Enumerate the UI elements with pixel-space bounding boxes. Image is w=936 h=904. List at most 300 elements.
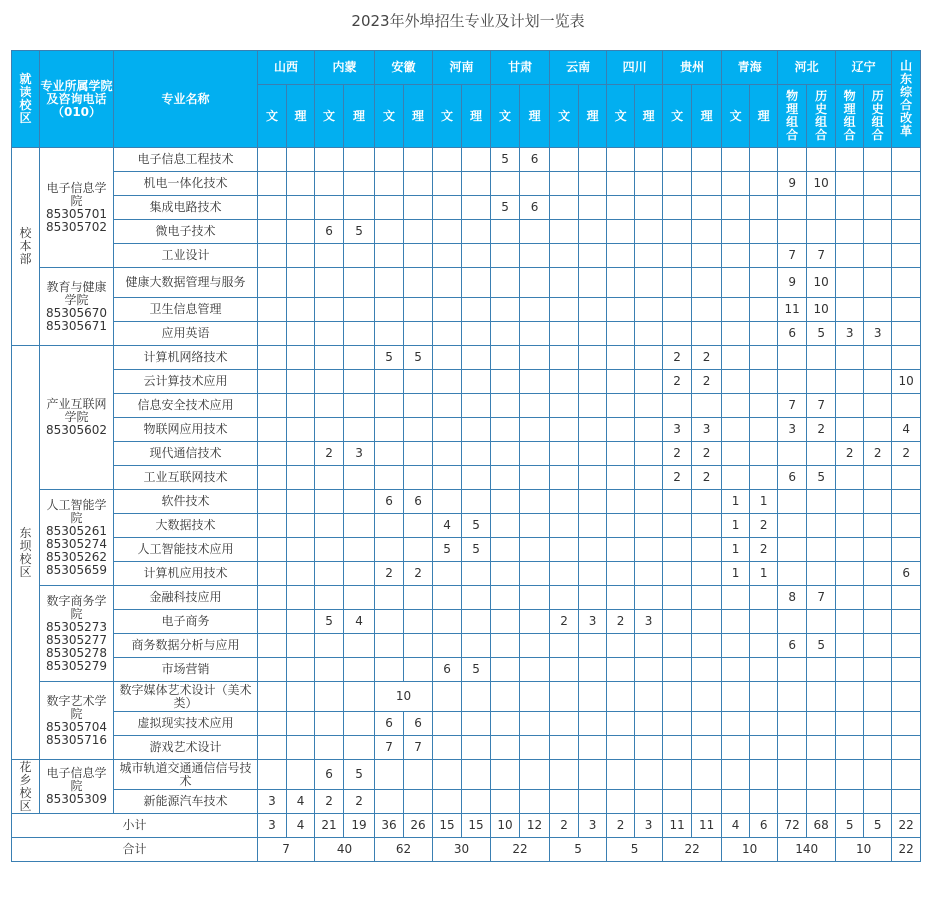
value-cell: 1 <box>722 538 750 562</box>
value-cell <box>344 586 375 610</box>
value-cell <box>375 220 404 244</box>
value-cell <box>491 466 520 490</box>
value-cell <box>375 790 404 814</box>
value-cell <box>663 244 692 268</box>
value-cell <box>550 298 579 322</box>
value-cell: 5 <box>375 346 404 370</box>
value-cell <box>607 760 635 790</box>
major-name-cell: 工业互联网技术 <box>114 466 258 490</box>
value-cell <box>491 790 520 814</box>
value-cell <box>491 712 520 736</box>
value-cell: 5 <box>491 148 520 172</box>
campus-cell: 校本部 <box>12 148 40 346</box>
value-cell <box>722 712 750 736</box>
header-li: 理 <box>344 85 375 148</box>
value-cell: 5 <box>433 538 462 562</box>
value-cell <box>635 394 663 418</box>
value-cell: 2 <box>807 418 836 442</box>
value-cell <box>315 418 344 442</box>
value-cell <box>692 148 722 172</box>
value-cell <box>579 562 607 586</box>
value-cell <box>722 586 750 610</box>
value-cell <box>520 172 550 196</box>
value-cell <box>258 736 287 760</box>
value-cell: 2 <box>892 442 921 466</box>
value-cell <box>778 562 807 586</box>
value-cell <box>778 658 807 682</box>
value-cell: 7 <box>807 586 836 610</box>
value-cell <box>864 244 892 268</box>
value-cell <box>287 466 315 490</box>
value-cell <box>722 634 750 658</box>
value-cell <box>692 268 722 298</box>
value-cell <box>635 760 663 790</box>
value-cell <box>287 490 315 514</box>
value-cell <box>258 172 287 196</box>
value-cell <box>462 442 491 466</box>
value-cell <box>491 322 520 346</box>
value-cell: 2 <box>836 442 864 466</box>
value-cell: 10 <box>807 298 836 322</box>
value-cell <box>550 220 579 244</box>
value-cell <box>520 736 550 760</box>
subtotal-cell: 3 <box>579 814 607 838</box>
value-cell <box>520 562 550 586</box>
value-cell <box>520 610 550 634</box>
value-cell <box>607 634 635 658</box>
value-cell <box>491 610 520 634</box>
value-cell: 3 <box>663 418 692 442</box>
page-title: 2023年外埠招生专业及计划一览表 <box>351 12 585 30</box>
value-cell <box>287 586 315 610</box>
value-cell <box>344 370 375 394</box>
value-cell <box>836 220 864 244</box>
value-cell <box>807 148 836 172</box>
value-cell <box>836 298 864 322</box>
value-cell <box>579 268 607 298</box>
header-campus: 就读校区 <box>12 51 40 148</box>
enrollment-plan-table <box>11 50 921 862</box>
value-cell <box>258 634 287 658</box>
value-cell <box>864 298 892 322</box>
value-cell <box>287 172 315 196</box>
major-name-cell: 微电子技术 <box>114 220 258 244</box>
value-cell <box>287 244 315 268</box>
value-cell <box>287 268 315 298</box>
value-cell <box>864 634 892 658</box>
value-cell <box>404 172 433 196</box>
value-cell <box>520 586 550 610</box>
value-cell <box>892 736 921 760</box>
value-cell <box>663 634 692 658</box>
value-cell <box>579 394 607 418</box>
value-cell <box>433 610 462 634</box>
value-cell: 6 <box>892 562 921 586</box>
value-cell <box>750 370 778 394</box>
value-cell <box>836 610 864 634</box>
value-cell <box>750 736 778 760</box>
value-cell <box>635 346 663 370</box>
value-cell: 2 <box>404 562 433 586</box>
value-cell <box>892 538 921 562</box>
value-cell <box>375 196 404 220</box>
value-cell <box>663 268 692 298</box>
value-cell <box>550 172 579 196</box>
value-cell <box>663 586 692 610</box>
value-cell: 5 <box>344 220 375 244</box>
value-cell <box>635 562 663 586</box>
value-cell <box>836 268 864 298</box>
subtotal-cell: 6 <box>750 814 778 838</box>
value-cell <box>778 196 807 220</box>
value-cell <box>344 712 375 736</box>
header-major: 专业名称 <box>114 51 258 148</box>
value-cell <box>344 682 375 712</box>
value-cell <box>607 538 635 562</box>
value-cell <box>864 760 892 790</box>
value-cell <box>864 172 892 196</box>
value-cell <box>550 196 579 220</box>
value-cell <box>462 298 491 322</box>
subtotal-cell: 72 <box>778 814 807 838</box>
header-province: 山西 <box>258 51 315 85</box>
value-cell <box>315 538 344 562</box>
value-cell <box>258 712 287 736</box>
value-cell <box>892 322 921 346</box>
value-cell: 6 <box>433 658 462 682</box>
value-cell <box>807 562 836 586</box>
value-cell <box>807 370 836 394</box>
value-cell: 6 <box>315 220 344 244</box>
major-name-cell: 虚拟现实技术应用 <box>114 712 258 736</box>
header-wen: 文 <box>258 85 287 148</box>
major-name-cell: 电子信息工程技术 <box>114 148 258 172</box>
major-name-cell: 电子商务 <box>114 610 258 634</box>
value-cell <box>635 322 663 346</box>
value-cell <box>491 172 520 196</box>
value-cell <box>520 244 550 268</box>
table-row <box>12 538 921 562</box>
value-cell <box>692 610 722 634</box>
value-cell <box>344 394 375 418</box>
value-cell: 9 <box>778 172 807 196</box>
value-cell <box>550 514 579 538</box>
value-cell <box>722 760 750 790</box>
value-cell <box>692 760 722 790</box>
value-cell <box>550 442 579 466</box>
value-cell <box>892 244 921 268</box>
value-cell <box>258 466 287 490</box>
value-cell <box>433 370 462 394</box>
subtotal-cell: 4 <box>287 814 315 838</box>
value-cell <box>433 172 462 196</box>
table-row <box>12 148 921 172</box>
value-cell <box>404 148 433 172</box>
value-cell <box>692 682 722 712</box>
major-name-cell: 人工智能技术应用 <box>114 538 258 562</box>
value-cell <box>491 370 520 394</box>
value-cell <box>778 790 807 814</box>
value-cell <box>315 322 344 346</box>
value-cell <box>579 514 607 538</box>
value-cell <box>892 760 921 790</box>
table-row <box>12 394 921 418</box>
value-cell <box>520 634 550 658</box>
value-cell <box>404 370 433 394</box>
value-cell <box>778 682 807 712</box>
value-cell <box>462 418 491 442</box>
value-cell <box>663 760 692 790</box>
value-cell <box>750 172 778 196</box>
value-cell <box>750 658 778 682</box>
total-cell: 62 <box>375 838 433 862</box>
value-cell <box>520 322 550 346</box>
value-cell <box>692 586 722 610</box>
value-cell <box>607 268 635 298</box>
value-cell <box>520 490 550 514</box>
total-row <box>12 838 921 862</box>
college-cell: 电子信息学院 85305701 85305702 <box>40 148 114 268</box>
value-cell <box>635 220 663 244</box>
value-cell <box>807 658 836 682</box>
value-cell <box>663 682 692 712</box>
header-province: 辽宁 <box>836 51 892 85</box>
value-cell <box>491 634 520 658</box>
total-cell: 10 <box>836 838 892 862</box>
value-cell <box>258 268 287 298</box>
value-cell <box>836 172 864 196</box>
value-cell <box>462 244 491 268</box>
value-cell <box>836 346 864 370</box>
value-cell <box>433 268 462 298</box>
value-cell <box>315 634 344 658</box>
value-cell <box>579 760 607 790</box>
value-cell <box>315 196 344 220</box>
major-name-cell: 工业设计 <box>114 244 258 268</box>
value-cell <box>607 172 635 196</box>
value-cell <box>550 268 579 298</box>
value-cell <box>520 346 550 370</box>
value-cell <box>892 466 921 490</box>
value-cell <box>520 442 550 466</box>
value-cell <box>579 658 607 682</box>
value-cell <box>836 514 864 538</box>
value-cell <box>750 196 778 220</box>
value-cell <box>287 442 315 466</box>
value-cell: 2 <box>663 346 692 370</box>
header-province: 四川 <box>607 51 663 85</box>
value-cell: 5 <box>462 538 491 562</box>
value-cell <box>864 370 892 394</box>
value-cell <box>635 712 663 736</box>
value-cell <box>807 346 836 370</box>
value-cell <box>892 268 921 298</box>
value-cell <box>579 418 607 442</box>
value-cell <box>404 322 433 346</box>
value-cell <box>550 658 579 682</box>
major-name-cell: 城市轨道交通通信信号技术 <box>114 760 258 790</box>
value-cell <box>607 244 635 268</box>
value-cell <box>344 244 375 268</box>
value-cell <box>663 394 692 418</box>
value-cell <box>635 490 663 514</box>
total-cell: 7 <box>258 838 315 862</box>
value-cell <box>778 736 807 760</box>
value-cell <box>315 298 344 322</box>
value-cell <box>375 244 404 268</box>
value-cell <box>635 466 663 490</box>
table-row <box>12 220 921 244</box>
value-cell <box>864 610 892 634</box>
value-cell <box>864 790 892 814</box>
header-province: 云南 <box>550 51 607 85</box>
value-cell <box>607 148 635 172</box>
college-cell: 电子信息学院 85305309 <box>40 760 114 814</box>
value-cell <box>607 298 635 322</box>
value-cell <box>750 610 778 634</box>
value-cell <box>892 298 921 322</box>
value-cell <box>635 682 663 712</box>
value-cell <box>258 370 287 394</box>
table-row <box>12 658 921 682</box>
header-li: 理 <box>750 85 778 148</box>
table-row <box>12 712 921 736</box>
major-name-cell: 计算机应用技术 <box>114 562 258 586</box>
value-cell <box>892 514 921 538</box>
value-cell <box>663 196 692 220</box>
value-cell <box>375 370 404 394</box>
value-cell <box>778 610 807 634</box>
value-cell <box>722 466 750 490</box>
value-cell <box>692 196 722 220</box>
value-cell <box>750 322 778 346</box>
value-cell <box>836 538 864 562</box>
value-cell: 2 <box>692 466 722 490</box>
subtotal-cell: 15 <box>462 814 491 838</box>
value-cell <box>491 562 520 586</box>
value-cell <box>462 268 491 298</box>
value-cell <box>344 514 375 538</box>
value-cell <box>892 712 921 736</box>
value-cell <box>344 148 375 172</box>
value-cell: 4 <box>344 610 375 634</box>
value-cell <box>491 538 520 562</box>
value-cell <box>864 658 892 682</box>
value-cell <box>836 370 864 394</box>
value-cell <box>404 220 433 244</box>
value-cell <box>750 268 778 298</box>
value-cell <box>287 394 315 418</box>
value-cell <box>258 196 287 220</box>
value-cell <box>344 490 375 514</box>
value-cell <box>836 196 864 220</box>
value-cell <box>607 658 635 682</box>
value-cell <box>404 634 433 658</box>
value-cell: 3 <box>836 322 864 346</box>
value-cell <box>836 490 864 514</box>
value-cell <box>462 148 491 172</box>
value-cell <box>258 442 287 466</box>
value-cell <box>404 790 433 814</box>
value-cell <box>836 394 864 418</box>
college-cell: 教育与健康学院 85305670 85305671 <box>40 268 114 346</box>
value-cell <box>750 586 778 610</box>
table-body <box>12 148 921 862</box>
value-cell <box>462 394 491 418</box>
header-wen: 文 <box>433 85 462 148</box>
value-cell <box>579 172 607 196</box>
subtotal-cell: 3 <box>635 814 663 838</box>
value-cell <box>807 790 836 814</box>
value-cell <box>258 220 287 244</box>
header-wen: 文 <box>375 85 404 148</box>
value-cell <box>778 760 807 790</box>
total-label: 合计 <box>12 838 258 862</box>
value-cell: 6 <box>778 466 807 490</box>
value-cell <box>433 736 462 760</box>
table-row <box>12 736 921 760</box>
value-cell: 6 <box>778 322 807 346</box>
value-cell <box>607 736 635 760</box>
value-cell <box>579 586 607 610</box>
subtotal-cell: 15 <box>433 814 462 838</box>
value-cell: 5 <box>462 514 491 538</box>
value-cell <box>550 322 579 346</box>
value-cell <box>315 514 344 538</box>
value-cell <box>807 442 836 466</box>
header-province: 青海 <box>722 51 778 85</box>
value-cell <box>315 712 344 736</box>
value-cell <box>807 538 836 562</box>
value-cell <box>635 790 663 814</box>
value-cell <box>692 634 722 658</box>
value-cell <box>607 790 635 814</box>
subtotal-cell: 26 <box>404 814 433 838</box>
table-row <box>12 466 921 490</box>
value-cell <box>607 394 635 418</box>
value-cell <box>375 586 404 610</box>
table-row <box>12 244 921 268</box>
value-cell <box>315 586 344 610</box>
value-cell <box>836 712 864 736</box>
value-cell <box>404 610 433 634</box>
header-wen: 文 <box>315 85 344 148</box>
value-cell <box>491 490 520 514</box>
major-name-cell: 计算机网络技术 <box>114 346 258 370</box>
value-cell <box>344 298 375 322</box>
value-cell: 6 <box>520 148 550 172</box>
value-cell <box>892 346 921 370</box>
value-cell: 5 <box>404 346 433 370</box>
value-cell <box>807 196 836 220</box>
value-cell <box>663 298 692 322</box>
value-cell <box>462 790 491 814</box>
value-cell <box>836 466 864 490</box>
value-cell <box>663 172 692 196</box>
value-cell <box>344 196 375 220</box>
value-cell: 3 <box>635 610 663 634</box>
value-cell <box>722 298 750 322</box>
value-cell <box>635 148 663 172</box>
value-cell <box>287 634 315 658</box>
header-wen: 文 <box>722 85 750 148</box>
value-cell <box>750 220 778 244</box>
value-cell: 11 <box>778 298 807 322</box>
value-cell <box>722 370 750 394</box>
value-cell <box>520 712 550 736</box>
value-cell <box>287 220 315 244</box>
value-cell <box>433 586 462 610</box>
